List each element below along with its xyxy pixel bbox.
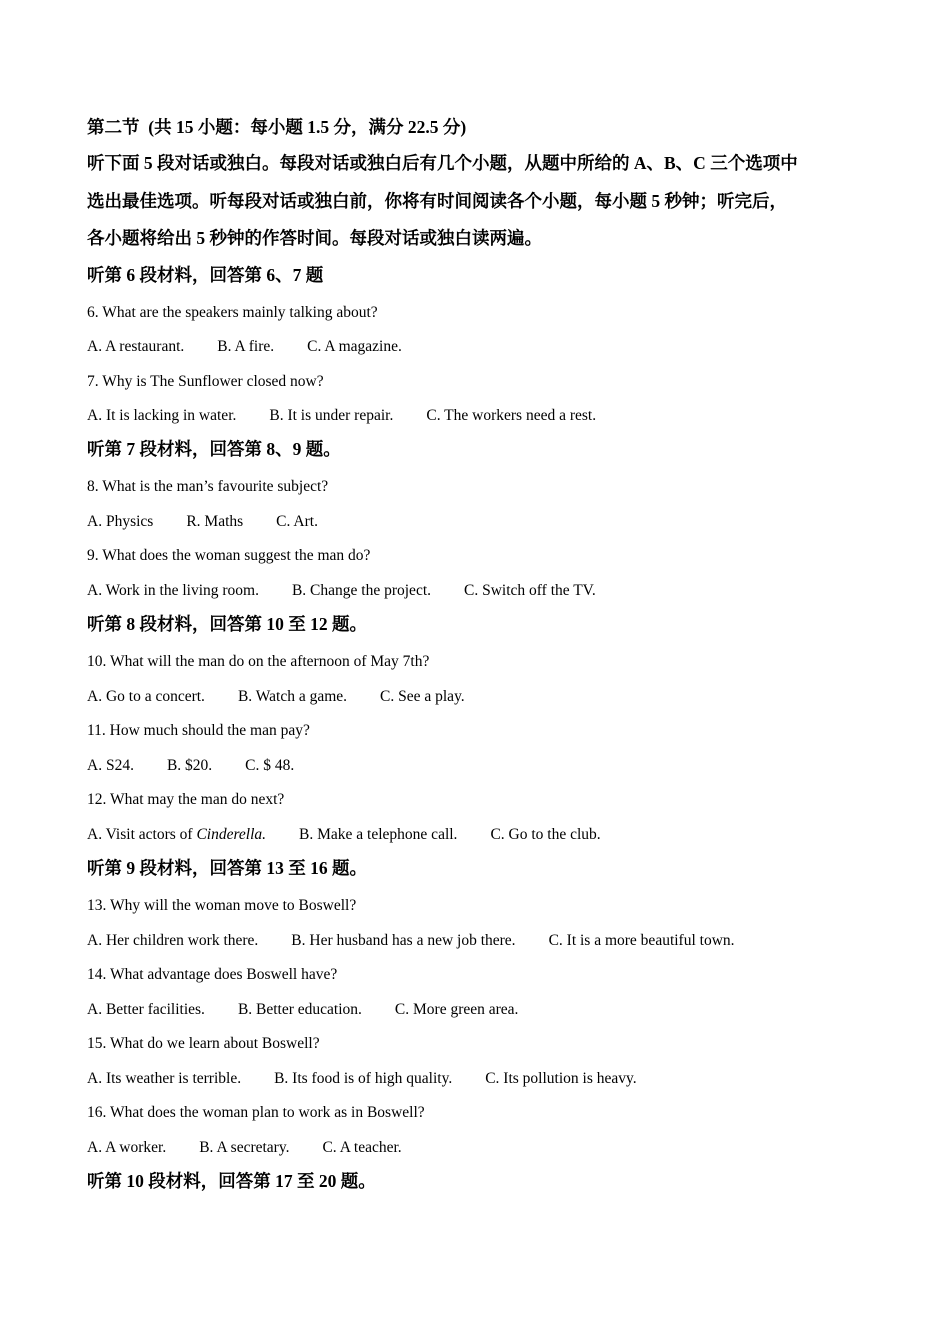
- option-b: B. Make a telephone call.: [299, 826, 458, 843]
- question-12-stem: 12. What may the man do next?: [87, 791, 285, 808]
- option-b: B. Her husband has a new job there.: [291, 932, 516, 949]
- option-b: B. Change the project.: [291, 582, 431, 599]
- question-13-stem: 13. Why will the woman move to Boswell?: [87, 897, 357, 914]
- option-a: A. Go to a concert.: [87, 688, 205, 705]
- option-c: C. Its pollution is heavy.: [485, 1070, 637, 1087]
- option-a: A. It is lacking in water.: [87, 407, 237, 424]
- question-10-stem: 10. What will the man do on the afternoon of May 7th?: [87, 653, 430, 670]
- option-b: B. A fire.: [217, 338, 275, 355]
- instructions-line-2: 选出最佳选项。听每段对话或独白前，你将有时间阅读各个小题，每小题 5 秒钟；听完后，: [87, 191, 787, 211]
- option-b: B. A secretary.: [199, 1139, 290, 1156]
- question-10-options: [87, 689, 465, 705]
- question-13-options: [87, 933, 735, 949]
- option-b: B. Better education.: [237, 1001, 362, 1018]
- question-7-options: [87, 408, 596, 424]
- question-15-stem: 15. What do we learn about Boswell?: [87, 1035, 320, 1052]
- option-c: C. More green area.: [394, 1001, 519, 1018]
- group-heading-8: 听第 8 段材料，回答第 10 至 12 题。: [87, 614, 367, 634]
- question-11-stem: 11. How much should the man pay?: [87, 722, 310, 739]
- question-16-options: [87, 1140, 402, 1156]
- option-c: C. A teacher.: [322, 1139, 402, 1156]
- group-heading-9: 听第 9 段材料，回答第 13 至 16 题。: [87, 858, 367, 878]
- instructions-line-3: 各小题将给出 5 秒钟的作答时间。每段对话或独白读两遍。: [87, 228, 542, 248]
- option-c: C. A magazine.: [307, 338, 402, 355]
- group-heading-7: 听第 7 段材料，回答第 8、9 题。: [87, 439, 341, 459]
- option-a: A. Physics: [87, 513, 154, 530]
- option-a: A. Her children work there.: [87, 932, 259, 949]
- option-b: B. $20.: [166, 757, 213, 774]
- option-c: C. It is a more beautiful town.: [548, 932, 735, 949]
- option-b: B. Its food is of high quality.: [274, 1070, 453, 1087]
- option-c: C. See a play.: [380, 688, 465, 705]
- option-c: C. Switch off the TV.: [464, 582, 596, 599]
- option-c: C. Art.: [276, 513, 318, 530]
- option-a-text: A. Visit actors of: [87, 826, 197, 843]
- option-a: A. Its weather is terrible.: [87, 1070, 242, 1087]
- option-b: B. Watch a game.: [237, 688, 348, 705]
- group-heading-6: 听第 6 段材料，回答第 6、7 题: [87, 265, 324, 285]
- instructions-line-1: 听下面 5 段对话或独白。每段对话或独白后有几个小题，从题中所给的 A、B、C 三个选项中: [87, 153, 798, 173]
- option-c: C. Go to the club.: [490, 826, 601, 843]
- option-a: A. A restaurant.: [87, 338, 185, 355]
- question-8-options: [87, 514, 318, 530]
- option-a: [87, 827, 266, 843]
- question-15-options: [87, 1071, 637, 1087]
- group-heading-10: 听第 10 段材料，回答第 17 至 20 题。: [87, 1171, 376, 1191]
- question-7-stem: 7. Why is The Sunflower closed now?: [87, 373, 324, 390]
- question-16-stem: 16. What does the woman plan to work as in Boswell?: [87, 1104, 425, 1121]
- question-14-options: [87, 1002, 518, 1018]
- question-14-stem: 14. What advantage does Boswell have?: [87, 966, 338, 983]
- question-9-options: [87, 583, 596, 599]
- option-b: B. It is under repair.: [269, 407, 394, 424]
- option-a: A. S24.: [87, 757, 134, 774]
- section-title: 第二节 (共 15 小题：每小题 1.5 分，满分 22.5 分): [87, 117, 467, 137]
- question-6-stem: 6. What are the speakers mainly talking about?: [87, 304, 378, 321]
- question-11-options: [87, 758, 294, 774]
- question-6-options: [87, 339, 402, 355]
- question-8-stem: 8. What is the man’s favourite subject?: [87, 478, 329, 495]
- question-12-options: [87, 827, 601, 843]
- option-a: A. Better facilities.: [87, 1001, 205, 1018]
- option-a: A. Work in the living room.: [87, 582, 259, 599]
- option-c: C. $ 48.: [245, 757, 295, 774]
- option-c: C. The workers need a rest.: [426, 407, 597, 424]
- question-9-stem: 9. What does the woman suggest the man do?: [87, 547, 371, 564]
- option-a: A. A worker.: [87, 1139, 167, 1156]
- option-a-title: Cinderella.: [196, 826, 267, 843]
- option-b: R. Maths: [186, 513, 244, 530]
